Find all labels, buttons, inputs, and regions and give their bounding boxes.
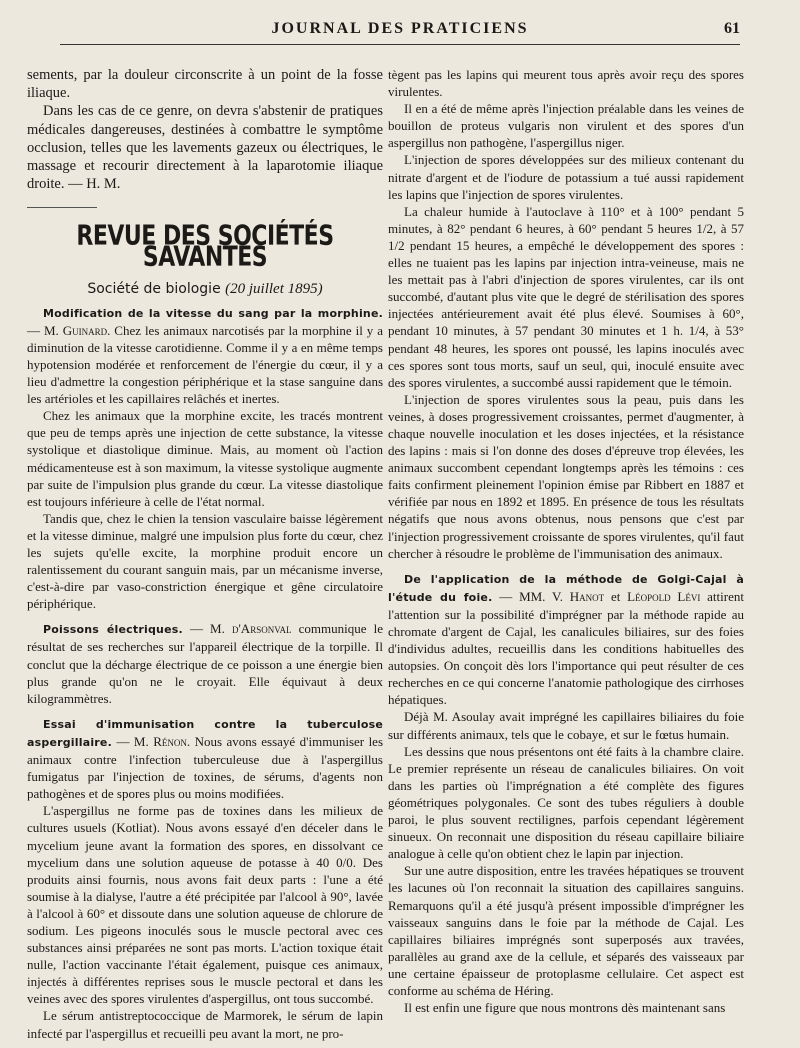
- section-divider: [27, 207, 97, 208]
- author-name: Guinard: [62, 322, 108, 338]
- society-date: (20 juillet 1895): [225, 280, 323, 297]
- paragraph: Déjà M. Asoulay avait imprégné les capillaires biliaires du foie sur différents animaux, tels que le cobaye, et sur le fœtus humain.: [388, 709, 744, 742]
- author-name: Léopold Lévi: [627, 588, 701, 604]
- right-column: [388, 66, 744, 1016]
- paragraph: tègent pas les lapins qui meurent tous après avoir reçu des spores virulentes.: [388, 67, 744, 100]
- society-heading: [27, 281, 383, 298]
- section-title: REVUE DES SOCIÉTÉS SAVANTES: [76, 221, 334, 274]
- paragraph: Les dessins que nous présentons ont été faits à la chambre claire. Le premier représente un réseau de canalicules biliaires. On voit dans les parties où l'imprégnation a été complète des figures géométriques polygonales. Ce sont des tubes réguliers à double paroi, le plus souvent rectilignes, parfois cependant légèrement sinueux. On reconnait une disposition du réseau capillaire biliaire analogue à celle qu'on obtient chez le lapin par injection.: [388, 743, 744, 862]
- article-rubric: De l'application de la méthode de Golgi-Cajal à l'étude du foie.: [388, 572, 744, 604]
- paragraph: Essai d'immunisation contre la tuberculose aspergillaire. — M. Rénon. Nous avons essayé d'immuniser les animaux contre l'infection tuberculeuse due à l'aspergillus fumigatus par l'injection de toxines, de sérums, d'agents non pathogènes et de spores plus ou moins modifiées.: [27, 717, 384, 802]
- paragraph: L'injection de spores développées sur des milieux contenant du nitrate d'argent et de l'iodure de potassium a tué aussi rapidement les lapins que l'injection de spores virulentes.: [388, 152, 744, 202]
- society-name: Société de biologie: [87, 280, 221, 297]
- paragraph: Le sérum antistreptococcique de Marmorek, le sérum de lapin infecté par l'aspergillus et recueilli peu avant la mort, ne pro-: [27, 1008, 383, 1041]
- author-name: d'Arsonval: [231, 621, 292, 637]
- article-rubric: Essai d'immunisation contre la tuberculose aspergillaire.: [27, 717, 383, 749]
- paragraph: L'aspergillus ne forme pas de toxines dans les milieux de cultures usuels (Kotliat). Nous avons essayé d'en déceler dans le mycelium jeune avant la formation des spores, en dissolvant ce mycelium dans une solution aqueuse de potasse à 40 0/0. Des produits ainsi fournis, nous avons fait deux parts : l'une a été soumise à la dialyse, l'autre a été précipitée par l'alcool à 90°, lavée à l'alcool à 60° et dissoute dans une solution aqueuse de chlorure de sodium. Les pigeons inoculés sous le muscle pectoral avec ces substances ainsi préparées ne sont pas morts. L'action toxique était nulle, l'action vaccinante l'était également, puisque ces animaux, injectés à différentes reprises sous le muscle pectoral et dans les veines avec des spores virulentes d'aspergillus, ont tous succombé.: [27, 803, 383, 1007]
- article-rubric: Poissons électriques.: [43, 623, 183, 637]
- paragraph: De l'application de la méthode de Golgi-Cajal à l'étude du foie. — MM. V. Hanot et Léopold Lévi attirent l'attention sur la possibilité d'imprégner par la méthode rapide au chromate d'argent de Cajal, les canalicules biliaires, sur des foies d'individus adultes, recueillis dans les conditions habituelles des autopsies. On conçoit dès lors l'importance qui peut résulter de ces recherches en ce qui concerne l'anatomie pathologique des cirrhoses hépatiques.: [388, 572, 744, 708]
- paragraph: Il en a été de même après l'injection préalable dans les veines de bouillon de proteus vulgaris non virulent et des spores d'un aspergillus non pathogène, l'aspergillus niger.: [388, 101, 744, 151]
- running-title: JOURNAL DES PRATICIENS: [271, 20, 529, 37]
- page-number: 61: [724, 20, 740, 37]
- paragraph: Chez les animaux que la morphine excite, les tracés montrent que peu de temps après une injection de cette substance, la vitesse systolique et diastolique diminue. Mais, au moment où l'action médicamenteuse est à son maximum, la vitesse systolique augmente par suite de l'impulsion plus grande du cœur. La vitesse diastolique est toujours inférieure à celle de l'état normal.: [27, 408, 383, 509]
- paragraph: Modification de la vitesse du sang par la morphine. — M. Guinard. Chez les animaux narcotisés par la morphine il y a diminution de la vitesse carotidienne. Comme il y a en même temps hypotension modérée et renforcement de l'énergie du cœur, il y a lieu d'admettre la congestion périphérique et la stase sanguine dans les artérioles et les capillaires relâchés et inertes.: [27, 306, 383, 407]
- running-head: [60, 18, 740, 45]
- left-column: [27, 66, 383, 1042]
- author-name: Rénon: [153, 733, 187, 749]
- paragraph: Dans les cas de ce genre, on devra s'abstenir de pratiques médicales dangereuses, destinées à combattre le symptôme occlusion, telles que les lavements gazeux ou électriques, le massage et recourir directement à la laparotomie iliaque droite. — H. M.: [27, 103, 383, 193]
- paragraph: Poissons électriques. — M. d'Arsonval communique le résultat de ses recherches sur l'appareil électrique de la torpille. Il conclut que la décharge électrique de ce poisson a une énergie bien plus grande qu'on ne le croyait. Elle équivaut à deux kilogrammètres.: [27, 621, 383, 706]
- paragraph: Sur une autre disposition, entre les travées hépatiques se trouvent les lacunes où l'on reconnait la situation des capillaires sanguins. Remarquons qu'il a été jusqu'à présent impossible d'imprégner les vaisseaux sanguins dans le foie par la méthode de Cajal. Les capillaires biliaires imprégnés sont superposés aux travées, parallèles au grand axe de la cellule, et séparés des vaisseaux par une certaine épaisseur de protoplasme cellulaire. Cet aspect est conforme au schéma de Héring.: [388, 863, 744, 998]
- author-name: Hanot: [569, 588, 605, 604]
- paragraph: La chaleur humide à l'autoclave à 110° et à 100° pendant 5 minutes, à 82° pendant 6 heures, à 60° pendant 5 heures 1/2, à 57 1/2 pendant 15 heures, a empêché le développement des spores : elles ne tuaient pas les lapins par injection intra-veineuse, mais ne les mettait pas à l'abri d'injection de spores virulentes, car ils ont succombé, d'autant plus vite que le degré de stérilisation des spores injectées antérieurement avait été plus élevé. Soumises à 60°, pendant 10 minutes, à 57 pendant 30 minutes et 1 h. 1/4, à 53° pendant 48 heures, les spores ont poussé, les lapins inoculés avec ces spores sont tous morts, sauf un seul, qui, inoculé ensuite avec des spores virulentes, a succombé aussi rapidement que le témoin.: [388, 203, 744, 390]
- paragraph: sements, par la douleur circonscrite à un point de la fosse iliaque.: [27, 67, 383, 102]
- paragraph: Il est enfin une figure que nous montrons dès maintenant sans: [404, 1000, 726, 1016]
- article-rubric: Modification de la vitesse du sang par la morphine.: [43, 306, 383, 320]
- paragraph: Tandis que, chez le chien la tension vasculaire baisse légèrement et la vitesse diminue, malgré une impulsion plus forte du cœur, chez les sujets qu'elle excite, la morphine produit encore un ralentissement du courant sanguin mais, par un mécanisme inverse, c'est-à-dire par vaso-constriction énergique et gêne circulatoire périphérique.: [27, 510, 383, 612]
- paragraph: L'injection de spores virulentes sous la peau, puis dans les veines, à doses progressivement croissantes, permet d'augmenter, à chaque nouvelle inoculation et les doses injectées, et la résistance des lapins : mais si l'on donne des doses d'épreuve trop élevées, les animaux succombent cependant longtemps après les témoins : ces faits confirment pleinement l'opinion émise par Ribbert en 1887 et vérifiée par nous en 1892 et 1895. En présence de tous les résultats négatifs que nous avons obtenus, nous pensons que c'est par l'injection progressivement croissante de spores virulentes, qu'il faut chercher à résoudre le problème de l'immunisation des animaux.: [388, 391, 744, 561]
